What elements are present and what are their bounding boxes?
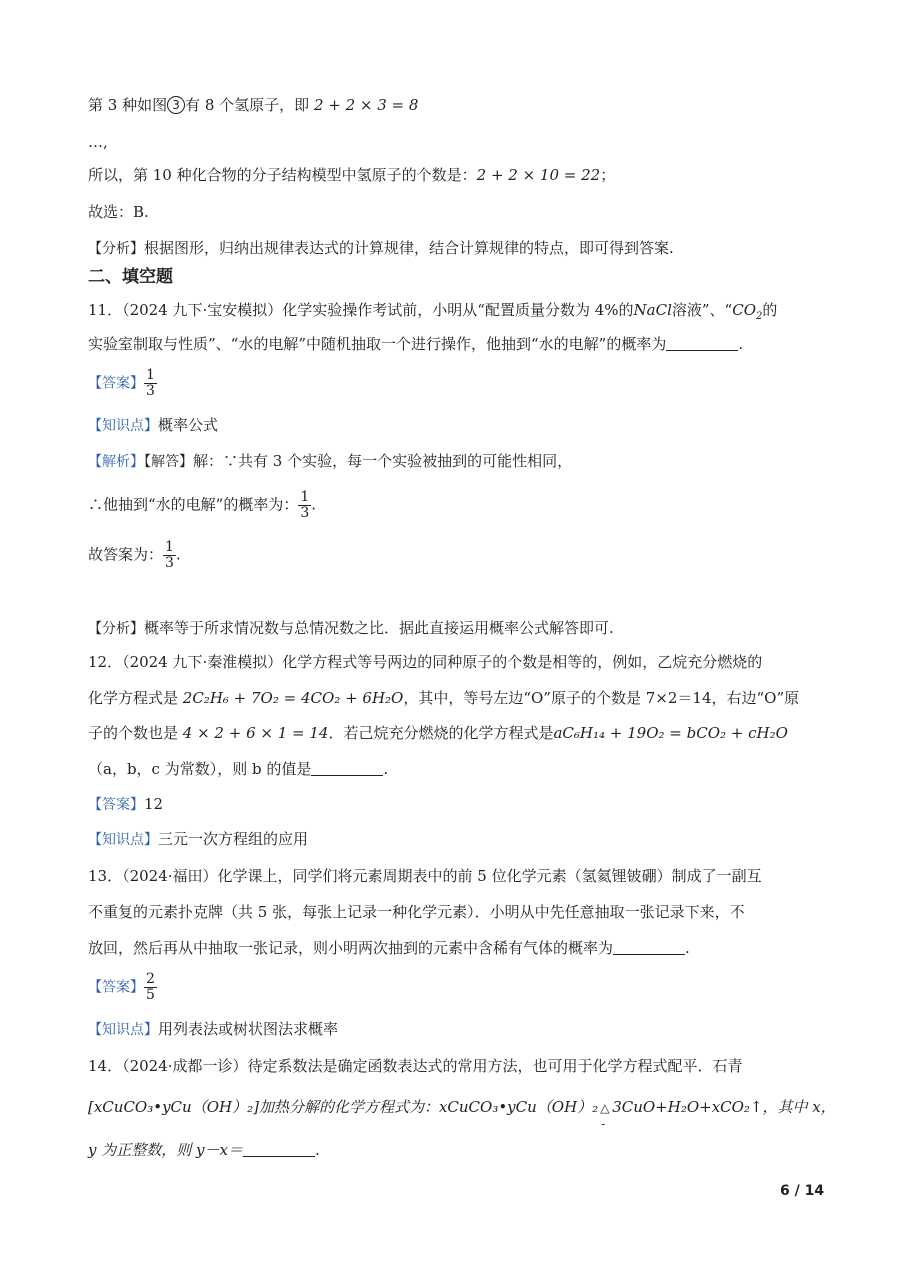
answer-blank — [311, 761, 383, 776]
answer-line: 【答案】 $\frac{1}{3}$ — [88, 367, 155, 399]
fraction: $\frac{1}{3}$ — [300, 489, 310, 521]
answer-blank — [243, 1142, 315, 1157]
question-11: 11．（2024 九下·宝安模拟）化学实验操作考试前，小明从“配置质量分数为 4%的NaCl溶液”、“$CO_2$的 — [88, 301, 778, 322]
fraction: $\frac{2}{5}$ — [146, 971, 155, 1003]
question-13-line3: 放回，然后再从中抽取一张记录，则小明两次抽到的元素中含稀有气体的概率为 . — [88, 939, 690, 957]
circled-number-icon: 3 — [167, 96, 185, 114]
question-14-line3: y 为正整数，则 y－x＝ . — [88, 1141, 320, 1159]
knowledge-line: 【知识点】概率公式 — [88, 416, 219, 434]
text-line: 故选：B. — [88, 203, 149, 221]
question-12-line2: 化学方程式是 2C₂H₆ + 7O₂ = 4CO₂ + 6H₂O，其中，等号左边“O”原子的个数是 7×2＝14，右边“O”原 — [88, 689, 800, 707]
question-14: 14．（2024·成都一诊）待定系数法是确定函数表达式的常用方法，也可用于化学方程式配平．石青 — [88, 1057, 743, 1075]
solution-line: 故答案为： $\frac{1}{3}$ . — [88, 539, 181, 571]
question-14-line2: [xCuCO₃•yCu（OH）₂]加热分解的化学方程式为：xCuCO₃•yCu（OH）₂ △ - 3CuO+H₂O+xCO₂↑，其中 x， — [88, 1098, 836, 1131]
solution-line: ∴他抽到“水的电解”的概率为： $\frac{1}{3}$ . — [88, 489, 317, 521]
page-number: 6 / 14 — [780, 1183, 825, 1199]
analysis-line: 【分析】根据图形，归纳出规律表达式的计算规律，结合计算规律的特点，即可得到答案. — [88, 239, 674, 257]
text-line: 所以，第 10 种化合物的分子结构模型中氢原子的个数是：2 + 2 × 10 = 22； — [88, 166, 616, 184]
knowledge-line: 【知识点】用列表法或树状图法求概率 — [88, 1020, 339, 1038]
question-13-line2: 不重复的元素扑克牌（共 5 张，每张上记录一种化学元素）．小明从中先任意抽取一张记录下来，不 — [88, 903, 745, 921]
solution-line: 【解析】【解答】解：∵共有 3 个实验，每一个实验被抽到的可能性相同， — [88, 452, 573, 470]
question-12: 12．（2024 九下·秦淮模拟）化学方程式等号两边的同种原子的个数是相等的，例如，乙烷充分燃烧的 — [88, 653, 763, 671]
question-11-line2: 实验室制取与性质”、“水的电解”中随机抽取一个进行操作，他抽到“水的电解”的概率为 . — [88, 335, 744, 353]
answer-blank — [613, 940, 685, 955]
fraction: $\frac{1}{3}$ — [146, 367, 155, 399]
fraction: $\frac{1}{3}$ — [165, 539, 174, 571]
text-line: 第 3 种如图 3 有 8 个氢原子，即 2 + 2 × 3 = 8 — [88, 96, 419, 114]
knowledge-line: 【知识点】三元一次方程组的应用 — [88, 830, 309, 848]
section-heading: 二、填空题 — [88, 267, 173, 287]
question-13: 13．（2024·福田）化学课上，同学们将元素周期表中的前 5 位化学元素（氢氦锂铍硼）制成了一副互 — [88, 867, 762, 885]
answer-line: 【答案】 $\frac{2}{5}$ — [88, 971, 155, 1003]
analysis-line: 【分析】概率等于所求情况数与总情况数之比．据此直接运用概率公式解答即可. — [88, 619, 614, 637]
question-12-line4: （a，b，c 为常数），则 b 的值是 . — [88, 760, 389, 778]
question-12-line3: 子的个数也是 4 × 2 + 6 × 1 = 14．若己烷充分燃烧的化学方程式是aC₆H₁₄ + 19O₂ = bCO₂ + cH₂O — [88, 724, 788, 742]
text-line: …, — [88, 133, 108, 151]
answer-line: 【答案】12 — [88, 795, 164, 813]
answer-blank — [666, 336, 738, 351]
